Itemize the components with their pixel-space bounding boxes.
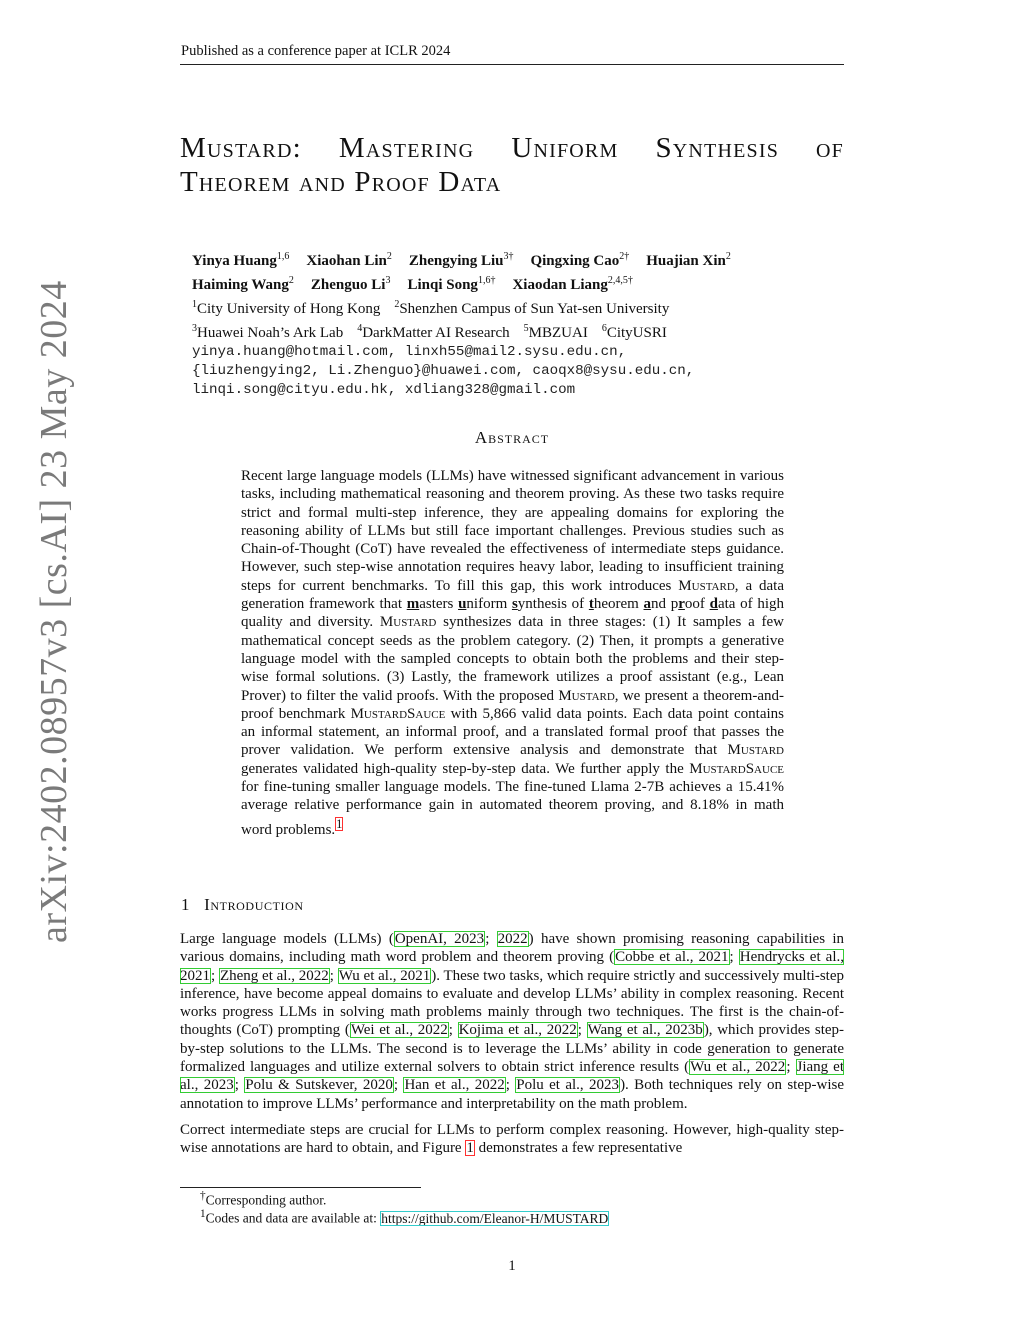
author-block (192, 247, 731, 400)
citation-link[interactable]: Cobbe et al., 2021 (615, 949, 729, 966)
section-title: Introduction (204, 895, 304, 914)
title-word: of (816, 132, 844, 164)
acronym-letter: r (678, 596, 685, 613)
affiliation-row-2 (192, 319, 731, 343)
citation-link[interactable]: Zheng et al., 2022 (219, 967, 329, 984)
citation-link[interactable]: Wu et al., 2021 (338, 967, 431, 984)
citation-link[interactable]: 2022 (497, 931, 528, 947)
acronym-letter: u (458, 596, 467, 613)
abstract-body: Recent large language models (LLMs) have witnessed significant advancement in various tasks, including mathematical reasoning and theorem proving. As these two tasks require strict and formal multi-step inference, they are appealing domains for exploring the reasoning ability of LLMs but still face important challenges. Previous studies such as Chain-of-Thought (CoT) have revealed the effectiveness of intermediate steps guidance. However, such step-wise annotation requires heavy labor, leading to insufficient training steps for current benchmarks. To fill this gap, this work introduces Mustard, a data generation framework that masters uniform synthesis of theorem and proof data of high quality and diversity. Mustard synthesizes data in three stages: (1) It samples a few mathematical concept seeds as the problem category. (2) Then, it prompts a generative language model with the sampled concepts to obtain both the problems and their step-wise formal solutions. (3) Lastly, the framework utilizes a proof assistant (e.g., Lean Prover) to filter the valid proofs. With the proposed Mustard, we present a theorem-and-proof benchmark MustardSauce with 5,866 valid data points. Each data point contains an informal statement, an informal proof, and a translated formal proof that passes the prover validation. We perform extensive analysis and demonstrate that Mustard generates validated high-quality step-by-step data. We further apply the MustardSauce for fine-tuning smaller language models. The fine-tuned Llama 2-7B achieves a 15.41% average relative performance gain in automated theorem proving, and 8.18% in math word problems.$^1$ (241, 468, 785, 838)
acronym-letter: d (709, 596, 718, 613)
acronym-letter: m (406, 596, 420, 613)
author-name: Qingxing Cao$^{2\dagger}$ (530, 251, 630, 269)
affiliation: $^4$DarkMatter AI Research (357, 323, 510, 341)
author-name: Linqi Song$^{1,6\dagger}$ (407, 275, 496, 293)
email-line-1: yinya.huang@hotmail.com, linxh55@mail2.sysu.edu.cn, (192, 344, 627, 360)
citation-link[interactable]: OpenAI, 2023 (394, 931, 485, 947)
author-name: Zhengying Liu$^{3\dagger}$ (408, 251, 514, 269)
intro-paragraph-2: Correct intermediate steps are crucial for LLMs to perform complex reasoning. However, high-quality step-wise annotations are hard to obtain, and Figure 1 demonstrates a few representative (180, 1121, 844, 1157)
author-name: Huajian Xin$^2$ (646, 251, 731, 269)
header-rule (180, 64, 844, 65)
acronym-letter: s (511, 596, 518, 613)
citation-link[interactable]: Polu & Sutskever, 2020 (245, 1077, 393, 1094)
section-number: 1 (181, 895, 191, 914)
email-line-3: linqi.song@cityu.edu.hk, xdliang328@gmail.com (192, 382, 576, 398)
affiliation: $^3$Huawei Noah’s Ark Lab (192, 323, 344, 341)
affiliation: $^2$Shenzhen Campus of Sun Yat-sen University (394, 299, 670, 317)
footnote-2: $^1$Codes and data are available at: https://github.com/Eleanor-H/MUSTARD (200, 1208, 609, 1226)
citation-link[interactable]: Han et al., 2022 (404, 1077, 505, 1094)
intro-body (180, 930, 844, 1166)
acronym-letter: t (588, 596, 594, 613)
author-row-2 (192, 271, 731, 295)
page-number: 1 (508, 1258, 516, 1274)
footnote-link-1[interactable]: 1 (336, 816, 343, 831)
section-heading (181, 895, 304, 915)
author-name: Zhenguo Li$^3$ (310, 275, 391, 293)
citation-link[interactable]: Wei et al., 2022 (350, 1022, 448, 1039)
citation-link[interactable]: Polu et al., 2023 (516, 1077, 620, 1094)
citation-link[interactable]: Wu et al., 2022 (690, 1059, 786, 1076)
email-line-2: {liuzhengying2, Li.Zhenguo}@huawei.com, caoqx8@sysu.edu.cn, (192, 363, 695, 379)
affiliation: $^6$CityUSRI (601, 323, 667, 341)
running-header: Published as a conference paper at ICLR 2024 (181, 43, 451, 59)
github-link[interactable]: https://github.com/Eleanor-H/MUSTARD (381, 1210, 609, 1226)
author-name: Xiaohan Lin$^2$ (306, 251, 392, 269)
citation-link[interactable]: Wang et al., 2023b (587, 1022, 703, 1039)
author-name: Yinya Huang$^{1,6}$ (192, 251, 290, 269)
paper-title (180, 131, 844, 199)
title-word: Synthesis (655, 132, 780, 164)
affiliation: $^5$MBZUAI (523, 323, 588, 341)
title-word: Uniform (511, 132, 619, 164)
acronym-letter: a (643, 596, 652, 613)
author-row-1 (192, 247, 731, 271)
affiliation-row-1 (192, 295, 731, 319)
figure-ref-1[interactable]: 1 (466, 1140, 474, 1157)
arxiv-stamp[interactable]: arXiv:2402.08957v3 [cs.AI] 23 May 2024 (33, 280, 75, 943)
affiliation: $^1$City University of Hong Kong (192, 299, 381, 317)
abstract-heading: Abstract (474, 428, 550, 447)
footnote-rule (180, 1187, 421, 1188)
citation-link[interactable]: Jiang et al., 2023 (180, 1059, 844, 1094)
citation-link[interactable]: Kojima et al., 2022 (458, 1022, 577, 1039)
title-word: Mastering (338, 132, 475, 164)
citation-link[interactable]: Hendrycks et al., 2021 (180, 949, 844, 984)
intro-paragraph-1: Large language models (LLMs) (OpenAI, 2023; 2022) have shown promising reasoning capabilities in various domains, including math word problem and theorem proving (Cobbe et al., 2021; Hendrycks et al., 2021; Zheng et al., 2022; Wu et al., 2021). These two tasks, which require strictly and successively multi-step inference, have become appeal domains to evaluate and develop LLMs’ ability in complex reasoning. Recent works progress LLMs in solving math problems mainly through two techniques. The first is the chain-of-thoughts (CoT) prompting (Wei et al., 2022; Kojima et al., 2022; Wang et al., 2023b), which provides step-by-step solutions to the LLMs. The second is to leverage the LLMs’ ability in code generation to generate formalized languages and utilize external solvers to obtain strict inference results (Wu et al., 2022; Jiang et al., 2023; Polu & Sutskever, 2020; Han et al., 2022; Polu et al., 2023). Both techniques rely on step-wise annotation to improve LLMs’ performance and interpretability on the math problem. (180, 931, 845, 1112)
author-name: Haiming Wang$^2$ (192, 275, 294, 293)
author-name: Xiaodan Liang$^{2,4,5\dagger}$ (512, 275, 633, 293)
title-line-2: Theorem and Proof Data (180, 166, 502, 198)
title-word: Mustard: (180, 132, 302, 164)
footnote-1: †Corresponding author. (200, 1190, 327, 1208)
